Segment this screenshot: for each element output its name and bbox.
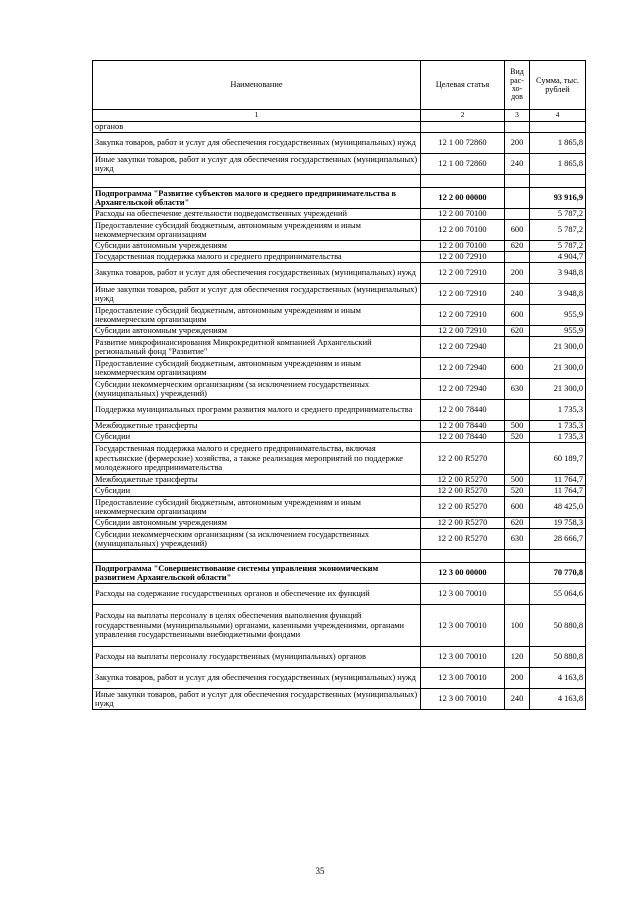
cell-name: Расходы на выплаты персоналу в целях обеспечения выполнения функций государственными (муниципальными) органами, казенными учреждениями, органами управления государственными внебюджетными фондами (93, 605, 421, 647)
cell-target-article: 12 2 00 70100 (421, 209, 505, 220)
table-row (93, 326, 586, 337)
cell-sum: 11 764,7 (530, 486, 586, 497)
cell-sum: 21 300,0 (530, 379, 586, 400)
cell-expense-type: 100 (505, 605, 530, 647)
cell-sum: 5 787,2 (530, 241, 586, 252)
cell-expense-type: 500 (505, 475, 530, 486)
table-row (93, 529, 586, 550)
cell-target-article: 12 2 00 R5270 (421, 497, 505, 518)
table-row (93, 252, 586, 263)
cell-sum (530, 175, 586, 188)
cell-name: Закупка товаров, работ и услуг для обеспечения государственных (муниципальных) нужд (93, 263, 421, 284)
cell-target-article: 12 2 00 78440 (421, 421, 505, 432)
cell-name: Развитие микрофинансирования Микрокредитной компанией Архангельский региональный фонд "Развитие" (93, 337, 421, 358)
cell-expense-type: 200 (505, 263, 530, 284)
cell-sum: 4 163,8 (530, 668, 586, 689)
cell-target-article: 12 2 00 78440 (421, 432, 505, 443)
cell-target-article: 12 3 00 70010 (421, 647, 505, 668)
table-row (93, 337, 586, 358)
cell-target-article: 12 3 00 00000 (421, 563, 505, 584)
table-row (93, 689, 586, 710)
cell-name: органов (93, 122, 421, 133)
cell-name: Субсидии автономным учреждениям (93, 326, 421, 337)
table-row (93, 518, 586, 529)
table-row (93, 133, 586, 154)
table-row (93, 443, 586, 475)
cell-target-article: 12 3 00 70010 (421, 668, 505, 689)
cell-sum: 5 787,2 (530, 220, 586, 241)
table-row (93, 379, 586, 400)
cell-name: Поддержка муниципальных программ развития малого и среднего предпринимательства (93, 400, 421, 421)
cell-target-article: 12 2 00 R5270 (421, 475, 505, 486)
cell-target-article: 12 2 00 70100 (421, 241, 505, 252)
cell-expense-type: 630 (505, 529, 530, 550)
cell-name: Иные закупки товаров, работ и услуг для обеспечения государственных (муниципальных) нужд (93, 284, 421, 305)
cell-expense-type (505, 443, 530, 475)
budget-table (92, 60, 586, 710)
cell-target-article: 12 2 00 R5270 (421, 443, 505, 475)
cell-name: Закупка товаров, работ и услуг для обеспечения государственных (муниципальных) нужд (93, 668, 421, 689)
cell-sum: 50 880,8 (530, 647, 586, 668)
cell-expense-type (505, 550, 530, 563)
column-number: 2 (421, 110, 505, 122)
cell-name: Субсидии автономным учреждениям (93, 241, 421, 252)
cell-name: Закупка товаров, работ и услуг для обеспечения государственных (муниципальных) нужд (93, 133, 421, 154)
cell-name: Субсидии некоммерческим организациям (за исключением государственных (муниципальных) учреждений) (93, 379, 421, 400)
table-row (93, 154, 586, 175)
cell-target-article: 12 2 00 72940 (421, 337, 505, 358)
cell-target-article: 12 2 00 72940 (421, 358, 505, 379)
cell-sum: 955,9 (530, 305, 586, 326)
cell-name: Межбюджетные трансферты (93, 421, 421, 432)
table-row (93, 486, 586, 497)
cell-expense-type: 600 (505, 220, 530, 241)
cell-sum: 28 666,7 (530, 529, 586, 550)
cell-target-article: 12 2 00 70100 (421, 220, 505, 241)
cell-name: Иные закупки товаров, работ и услуг для обеспечения государственных (муниципальных) нужд (93, 154, 421, 175)
cell-name: Государственная поддержка малого и среднего предпринимательства (93, 252, 421, 263)
column-number: 4 (530, 110, 586, 122)
cell-target-article: 12 3 00 70010 (421, 584, 505, 605)
table-header-row (93, 61, 586, 110)
cell-expense-type: 600 (505, 497, 530, 518)
table-row (93, 220, 586, 241)
header-target-article: Целевая статья (421, 61, 505, 110)
table-row (93, 647, 586, 668)
cell-target-article: 12 2 00 72910 (421, 284, 505, 305)
table-row (93, 263, 586, 284)
cell-target-article: 12 3 00 70010 (421, 689, 505, 710)
cell-target-article: 12 1 00 72860 (421, 154, 505, 175)
cell-expense-type: 500 (505, 421, 530, 432)
cell-sum: 3 948,8 (530, 284, 586, 305)
table-row (93, 584, 586, 605)
cell-sum: 1 865,8 (530, 133, 586, 154)
cell-name: Подпрограмма "Развитие субъектов малого и среднего предпринимательства в Архангельской области" (93, 188, 421, 209)
cell-expense-type (505, 175, 530, 188)
cell-target-article: 12 2 00 00000 (421, 188, 505, 209)
column-number: 3 (505, 110, 530, 122)
cell-sum: 1 735,3 (530, 400, 586, 421)
cell-sum (530, 550, 586, 563)
column-number-row (93, 110, 586, 122)
cell-expense-type (505, 122, 530, 133)
cell-sum: 1 865,8 (530, 154, 586, 175)
cell-target-article: 12 2 00 R5270 (421, 529, 505, 550)
cell-name: Субсидии некоммерческим организациям (за исключением государственных (муниципальных) учреждений) (93, 529, 421, 550)
cell-name: Расходы на выплаты персоналу государственных (муниципальных) органов (93, 647, 421, 668)
cell-expense-type: 600 (505, 358, 530, 379)
header-name: Наименование (93, 61, 421, 110)
cell-expense-type: 600 (505, 305, 530, 326)
cell-name: Предоставление субсидий бюджетным, автономным учреждениям и иным некоммерческим организациям (93, 358, 421, 379)
table-row (93, 475, 586, 486)
page-number: 35 (315, 866, 325, 876)
table-row (93, 305, 586, 326)
cell-name: Субсидии автономным учреждениям (93, 518, 421, 529)
cell-expense-type: 200 (505, 668, 530, 689)
cell-name: Субсидии (93, 432, 421, 443)
table-row (93, 122, 586, 133)
cell-expense-type: 200 (505, 133, 530, 154)
cell-target-article: 12 2 00 72910 (421, 252, 505, 263)
cell-expense-type (505, 188, 530, 209)
table-row (93, 421, 586, 432)
cell-sum: 93 916,9 (530, 188, 586, 209)
column-number: 1 (93, 110, 421, 122)
cell-name: Расходы на содержание государственных органов и обеспечение их функций (93, 584, 421, 605)
cell-target-article: 12 2 00 72910 (421, 263, 505, 284)
cell-expense-type (505, 584, 530, 605)
cell-sum: 3 948,8 (530, 263, 586, 284)
cell-sum: 55 064,6 (530, 584, 586, 605)
header-expense-type: Вид рас-хо-дов (505, 61, 530, 110)
table-row (93, 497, 586, 518)
cell-expense-type: 620 (505, 518, 530, 529)
cell-expense-type: 240 (505, 284, 530, 305)
cell-sum: 21 300,0 (530, 337, 586, 358)
cell-sum: 1 735,3 (530, 432, 586, 443)
cell-sum: 21 300,0 (530, 358, 586, 379)
subprogram-row (93, 188, 586, 209)
cell-target-article (421, 550, 505, 563)
cell-sum: 50 880,8 (530, 605, 586, 647)
table-row (93, 284, 586, 305)
table-row (93, 668, 586, 689)
table-row (93, 209, 586, 220)
cell-sum: 60 189,7 (530, 443, 586, 475)
cell-sum: 955,9 (530, 326, 586, 337)
cell-target-article: 12 2 00 72910 (421, 326, 505, 337)
cell-sum: 4 163,8 (530, 689, 586, 710)
cell-sum (530, 122, 586, 133)
cell-expense-type (505, 337, 530, 358)
cell-sum: 11 764,7 (530, 475, 586, 486)
cell-expense-type: 240 (505, 689, 530, 710)
spacer-row (93, 550, 586, 563)
cell-expense-type: 620 (505, 241, 530, 252)
cell-name (93, 175, 421, 188)
cell-sum: 1 735,3 (530, 421, 586, 432)
cell-target-article: 12 2 00 R5270 (421, 518, 505, 529)
cell-expense-type: 240 (505, 154, 530, 175)
cell-expense-type: 630 (505, 379, 530, 400)
table-row (93, 605, 586, 647)
cell-target-article: 12 2 00 R5270 (421, 486, 505, 497)
cell-expense-type (505, 563, 530, 584)
cell-target-article (421, 175, 505, 188)
subprogram-row (93, 563, 586, 584)
spacer-row (93, 175, 586, 188)
table-row (93, 241, 586, 252)
cell-name: Предоставление субсидий бюджетным, автономным учреждениям и иным некоммерческим организациям (93, 305, 421, 326)
cell-target-article (421, 122, 505, 133)
cell-target-article: 12 3 00 70010 (421, 605, 505, 647)
cell-sum: 48 425,0 (530, 497, 586, 518)
cell-name: Субсидии (93, 486, 421, 497)
table-row (93, 432, 586, 443)
cell-name: Государственная поддержка малого и среднего предпринимательства, включая крестьянские (фермерские) хозяйства, а также реализация мероприятий по поддержке молодежного предпринимательства (93, 443, 421, 475)
cell-name (93, 550, 421, 563)
cell-expense-type: 520 (505, 486, 530, 497)
cell-expense-type: 520 (505, 432, 530, 443)
cell-target-article: 12 1 00 72860 (421, 133, 505, 154)
cell-expense-type (505, 252, 530, 263)
cell-name: Межбюджетные трансферты (93, 475, 421, 486)
table-row (93, 400, 586, 421)
cell-target-article: 12 2 00 78440 (421, 400, 505, 421)
cell-sum: 19 758,3 (530, 518, 586, 529)
cell-sum: 70 770,8 (530, 563, 586, 584)
cell-expense-type (505, 400, 530, 421)
cell-name: Предоставление субсидий бюджетным, автономным учреждениям и иным некоммерческим организациям (93, 220, 421, 241)
cell-expense-type (505, 209, 530, 220)
cell-sum: 4 904,7 (530, 252, 586, 263)
cell-expense-type: 620 (505, 326, 530, 337)
cell-target-article: 12 2 00 72910 (421, 305, 505, 326)
table-row (93, 358, 586, 379)
cell-target-article: 12 2 00 72940 (421, 379, 505, 400)
cell-expense-type: 120 (505, 647, 530, 668)
table-body (93, 122, 586, 710)
header-sum: Сумма, тыс. рублей (530, 61, 586, 110)
cell-name: Расходы на обеспечение деятельности подведомственных учреждений (93, 209, 421, 220)
cell-name: Подпрограмма "Совершенствование системы управления экономическим развитием Архангельской области" (93, 563, 421, 584)
cell-sum: 5 787,2 (530, 209, 586, 220)
cell-name: Предоставление субсидий бюджетным, автономным учреждениям и иным некоммерческим организациям (93, 497, 421, 518)
cell-name: Иные закупки товаров, работ и услуг для обеспечения государственных (муниципальных) нужд (93, 689, 421, 710)
